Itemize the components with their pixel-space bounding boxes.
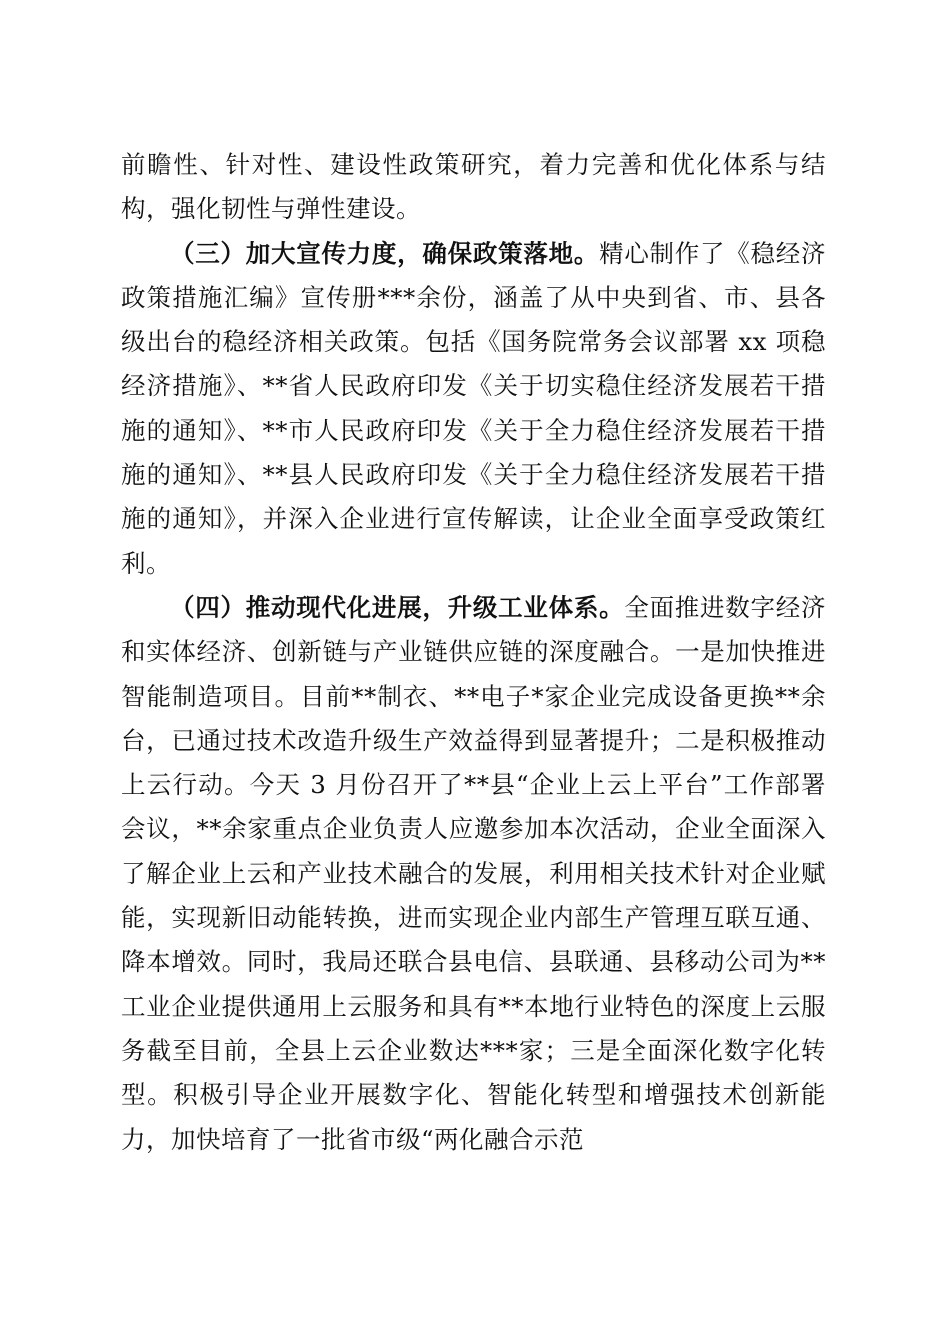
- document-page: [121, 143, 826, 1162]
- paragraph-section-3: [121, 232, 826, 586]
- section-4-heading: （四）推动现代化进展，升级工业体系。: [170, 592, 625, 622]
- paragraph-section-4: [121, 586, 826, 1162]
- section-3-heading: （三）加大宣传力度，确保政策落地。: [170, 238, 600, 268]
- paragraph-continued: 前瞻性、针对性、建设性政策研究，着力完善和优化体系与结构，强化韧性与弹性建设。: [121, 150, 826, 224]
- section-3-body: 精心制作了《稳经济政策措施汇编》宣传册***余份，涵盖了从中央到省、市、县各级出台的稳经济相关政策。包括《国务院常务会议部署 xx 项稳经济措施》、**省人民政府印发《关于切实稳住经济发展若干措施的通知》、**市人民政府印发《关于全力稳住经济发展若干措施的通知》、**县人民政府印发《关于全力稳住经济发展若干措施的通知》，并深入企业进行宣传解读，让企业全面享受政策红利。: [121, 238, 826, 578]
- section-4-body: 全面推进数字经济和实体经济、创新链与产业链供应链的深度融合。一是加快推进智能制造项目。目前**制衣、**电子*家企业完成设备更换**余台，已通过技术改造升级生产效益得到显著提升；二是积极推动上云行动。今天 3 月份召开了**县“企业上云上平台”工作部署会议，**余家重点企业负责人应邀参加本次活动，企业全面深入了解企业上云和产业技术融合的发展，利用相关技术针对企业赋能，实现新旧动能转换，进而实现企业内部生产管理互联互通、降本增效。同时，我局还联合县电信、县联通、县移动公司为**工业企业提供通用上云服务和具有**本地行业特色的深度上云服务截至目前，全县上云企业数达***家；三是全面深化数字化转型。积极引导企业开展数字化、智能化转型和增强技术创新能力，加快培育了一批省市级“两化融合示范: [121, 592, 827, 1154]
